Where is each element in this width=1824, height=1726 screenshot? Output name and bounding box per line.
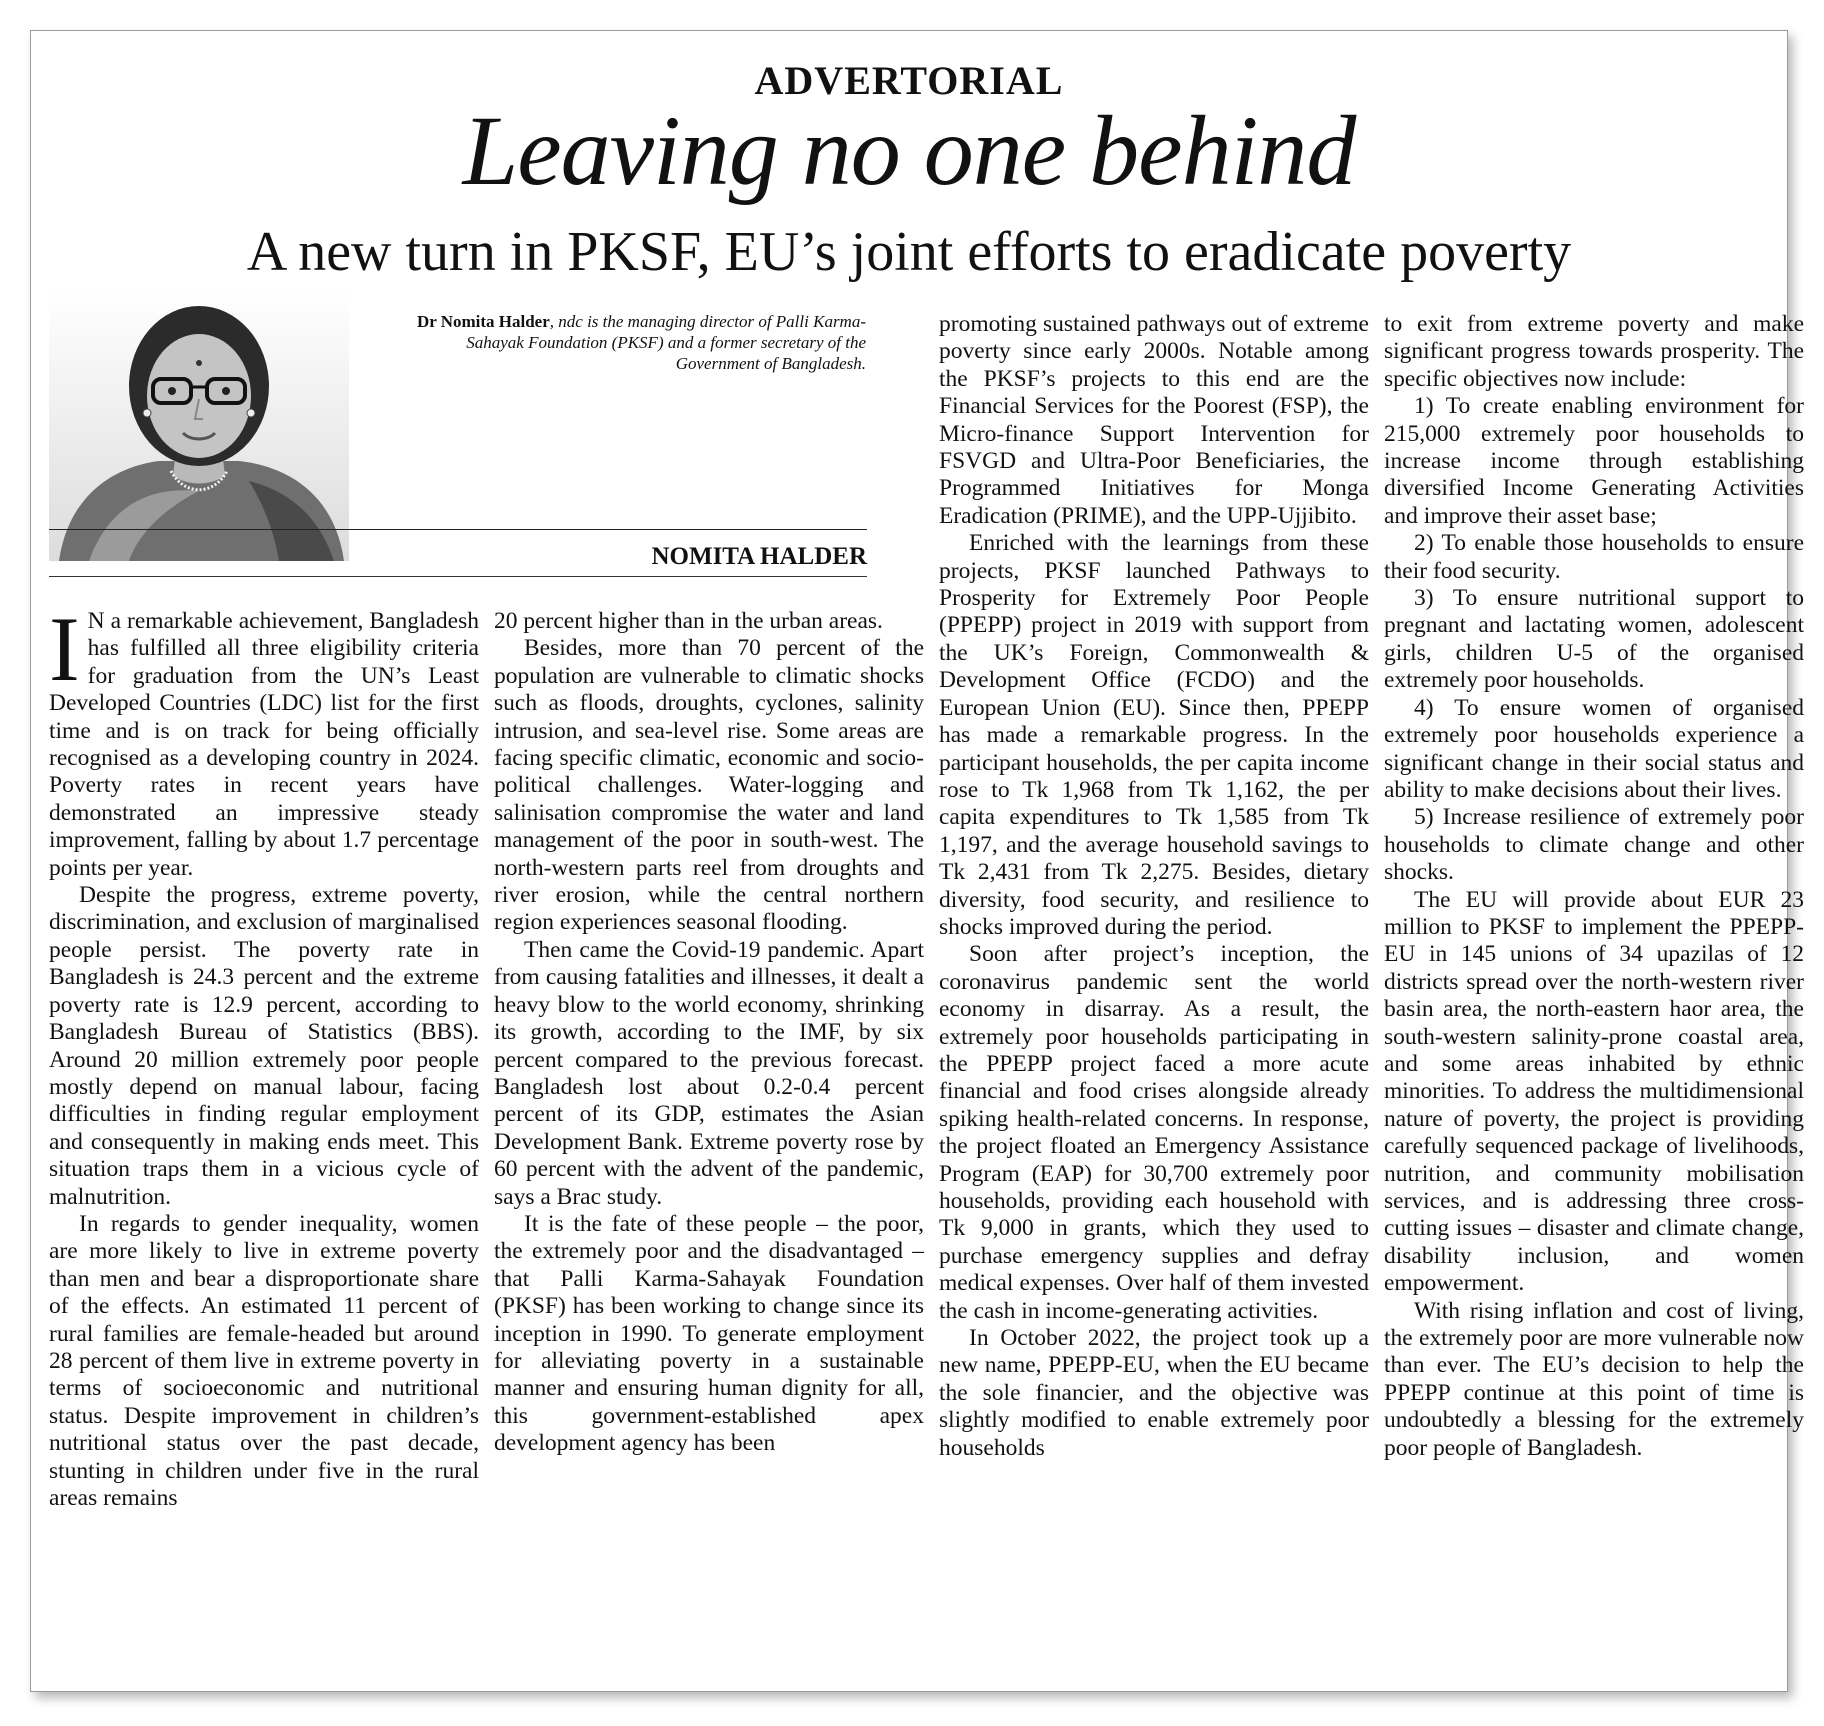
objective-item: 3) To ensure nutritional support to pregnant and lactating women, adolescent girls, children U-5 of the organised extremely poor households. [1384,585,1804,694]
paragraph: 20 percent higher than in the urban areas. [494,608,883,634]
paragraph: Despite the progress, extreme poverty, discrimination, and exclusion of marginalised people persist. The poverty rate in Bangladesh is 24.3 percent and the extreme poverty rate is 12.9 percent, according to Bangladesh Bureau of Statistics (BBS). Around 20 million extremely poor people mostly depend on manual labour, facing difficulties in finding regular employment and consequently in making ends meet. This situation traps them in a vicious cycle of malnutrition. [49,882,479,1210]
drop-cap: I [49,598,80,700]
paragraph-text: N a remarkable achievement, Bangladesh has fulfilled all three eligibility criteria for graduation from the UN’s Least Developed Countries (LDC) list for the first time and is on track for being officially recognised as a developing country in 2024. Poverty rates in recent years have demonstrated an impressive steady improvement, falling by about 1.7 percentage points per year. [49,608,479,881]
headline: Leaving no one behind [462,95,1356,206]
advertorial-page [30,30,1804,1692]
objective-item: 1) To create enabling environment for 215,000 extremely poor households to increase income through establishing diversified Income Generating Activities and improve their asset base; [1384,393,1804,529]
paragraph: Besides, more than 70 percent of the population are vulnerable to climatic shocks such as floods, droughts, cyclones, salinity intrusion, and sea-level rise. Some areas are facing specific climatic, economic and socio-political challenges. Water-logging and salinisation compromise the water and land management of the poor in south-west. The north-western parts reel from droughts and river erosion, while the central northern region experiences seasonal flooding. [494,635,924,936]
paragraph: Then came the Covid-19 pandemic. Apart from causing fatalities and illnesses, it dealt a heavy blow to the world economy, shrinking its growth, according to the IMF, by six percent compared to the previous forecast. Bangladesh lost about 0.2-0.4 percent percent of its GDP, estimates the Asian Development Bank. Extreme poverty rose by 60 percent with the advent of the pandemic, says a Brac study. [494,936,924,1210]
paragraph: It is the fate of these people – the poor, the extremely poor and the disadvantaged – that Palli Karma-Sahayak Foundation (PKSF) has been working to change since its inception in 1990. To generate employment for alleviating poverty in a sustainable manner and ensuring human dignity for all, this government-established apex development agency has been [494,1210,924,1457]
paragraph: Enriched with the learnings from these projects, PKSF launched Pathways to Prosperity for Extremely Poor People (PPEPP) project in 2019 with support from the UK’s Foreign, Commonwealth & Development Office (FCDO) and the European Union (EU). Since then, PPEPP has made a remarkable progress. In the participant households, the per capita income rose to Tk 1,968 from Tk 1,162, the per capita expenditures to Tk 1,585 from Tk 1,197, and the average household savings to Tk 2,431 from Tk 2,275. Besides, dietary diversity, food security, and resilience to shocks improved during the period. [939,530,1369,940]
byline: NOMITA HALDER [651,543,867,570]
paragraph: promoting sustained pathways out of extreme poverty since early 2000s. Notable among the PKSF’s projects to this end are the Financial Services for the Poorest (FSP), the Micro-finance Support Intervention for FSVGD and Ultra-Poor Beneficiaries, the Programmed Initiatives for Monga Eradication (PRIME), and the UPP-Ujjibito. [939,311,1369,529]
column-2 [494,608,924,1458]
objective-item: 4) To ensure women of organised extremely poor households experience a significant change in their social status and ability to make decisions about their lives. [1384,694,1804,803]
subheadline: A new turn in PKSF, EU’s joint efforts to eradicate poverty [246,221,1572,283]
author-description: is the managing director of Palli Karma-Sahayak Foundation (PKSF) and a former secretary of the Government of Bangladesh. [466,312,866,373]
author-honorific: , ndc [549,312,583,331]
portrait-bottom-rule [49,576,867,577]
column-4 [1384,311,1804,1462]
objective-item: 5) Increase resilience of extremely poor households to climate change and other shocks. [1384,804,1804,886]
column-3 [939,311,1369,1462]
paragraph: Soon after project’s inception, the coronavirus pandemic sent the world economy in disarray. As a result, the extremely poor households participating in the PPEPP project faced a more acute financial and food crises alongside already spiking health-related concerns. In response, the project floated an Emergency Assistance Program (EAP) for 30,700 extremely poor households, providing each household with Tk 9,000 in grants, which they used to purchase emergency supplies and defray medical expenses. Over half of them invested the cash in income-generating activities. [939,941,1369,1324]
paragraph: The EU will provide about EUR 23 million to PKSF to implement the PPEPP-EU in 145 unions of 34 upazilas of 12 districts spread over the north-western river basin area, the north-eastern haor area, the south-western salinity-prone coastal area, and some areas inhabited by ethnic minorities. To address the multidimensional nature of poverty, the project is providing carefully sequenced package of livelihoods, nutrition, and community mobilisation services, and is addressing three cross-cutting issues – disaster and climate change, disability inclusion, and women empowerment. [1384,886,1804,1297]
paragraph: In October 2022, the project took up a new name, PPEPP-EU, when the EU became the sole financier, and the objective was slightly modified to enable extremely poor households [939,1325,1369,1461]
paragraph: With rising inflation and cost of living, the extremely poor are more vulnerable now than ever. The EU’s decision to help the PPEPP continue at this point of time is undoubtedly a blessing for the extremely poor people of Bangladesh. [1384,1297,1804,1461]
byline-rule [49,529,867,530]
paragraph: In regards to gender inequality, women are more likely to live in extreme poverty than men and bear a disproportionate share of the effects. An estimated 11 percent of rural families are female-headed but around 28 percent of them live in extreme poverty in terms of socioeconomic and nutritional status. Despite improvement in children’s nutritional status over the past decade, stunting in children under five in the rural areas remains [49,1210,479,1511]
author-portrait [49,291,349,561]
author-bio [411,311,866,374]
section-kicker: ADVERTORIAL [754,58,1064,103]
paragraph [49,598,479,882]
paragraph: to exit from extreme poverty and make significant progress towards prosperity. The specific objectives now include: [1384,311,1804,392]
column-1 [49,598,479,1512]
author-name: Dr Nomita Halder [416,312,550,331]
objective-item: 2) To enable those households to ensure their food security. [1384,530,1804,584]
